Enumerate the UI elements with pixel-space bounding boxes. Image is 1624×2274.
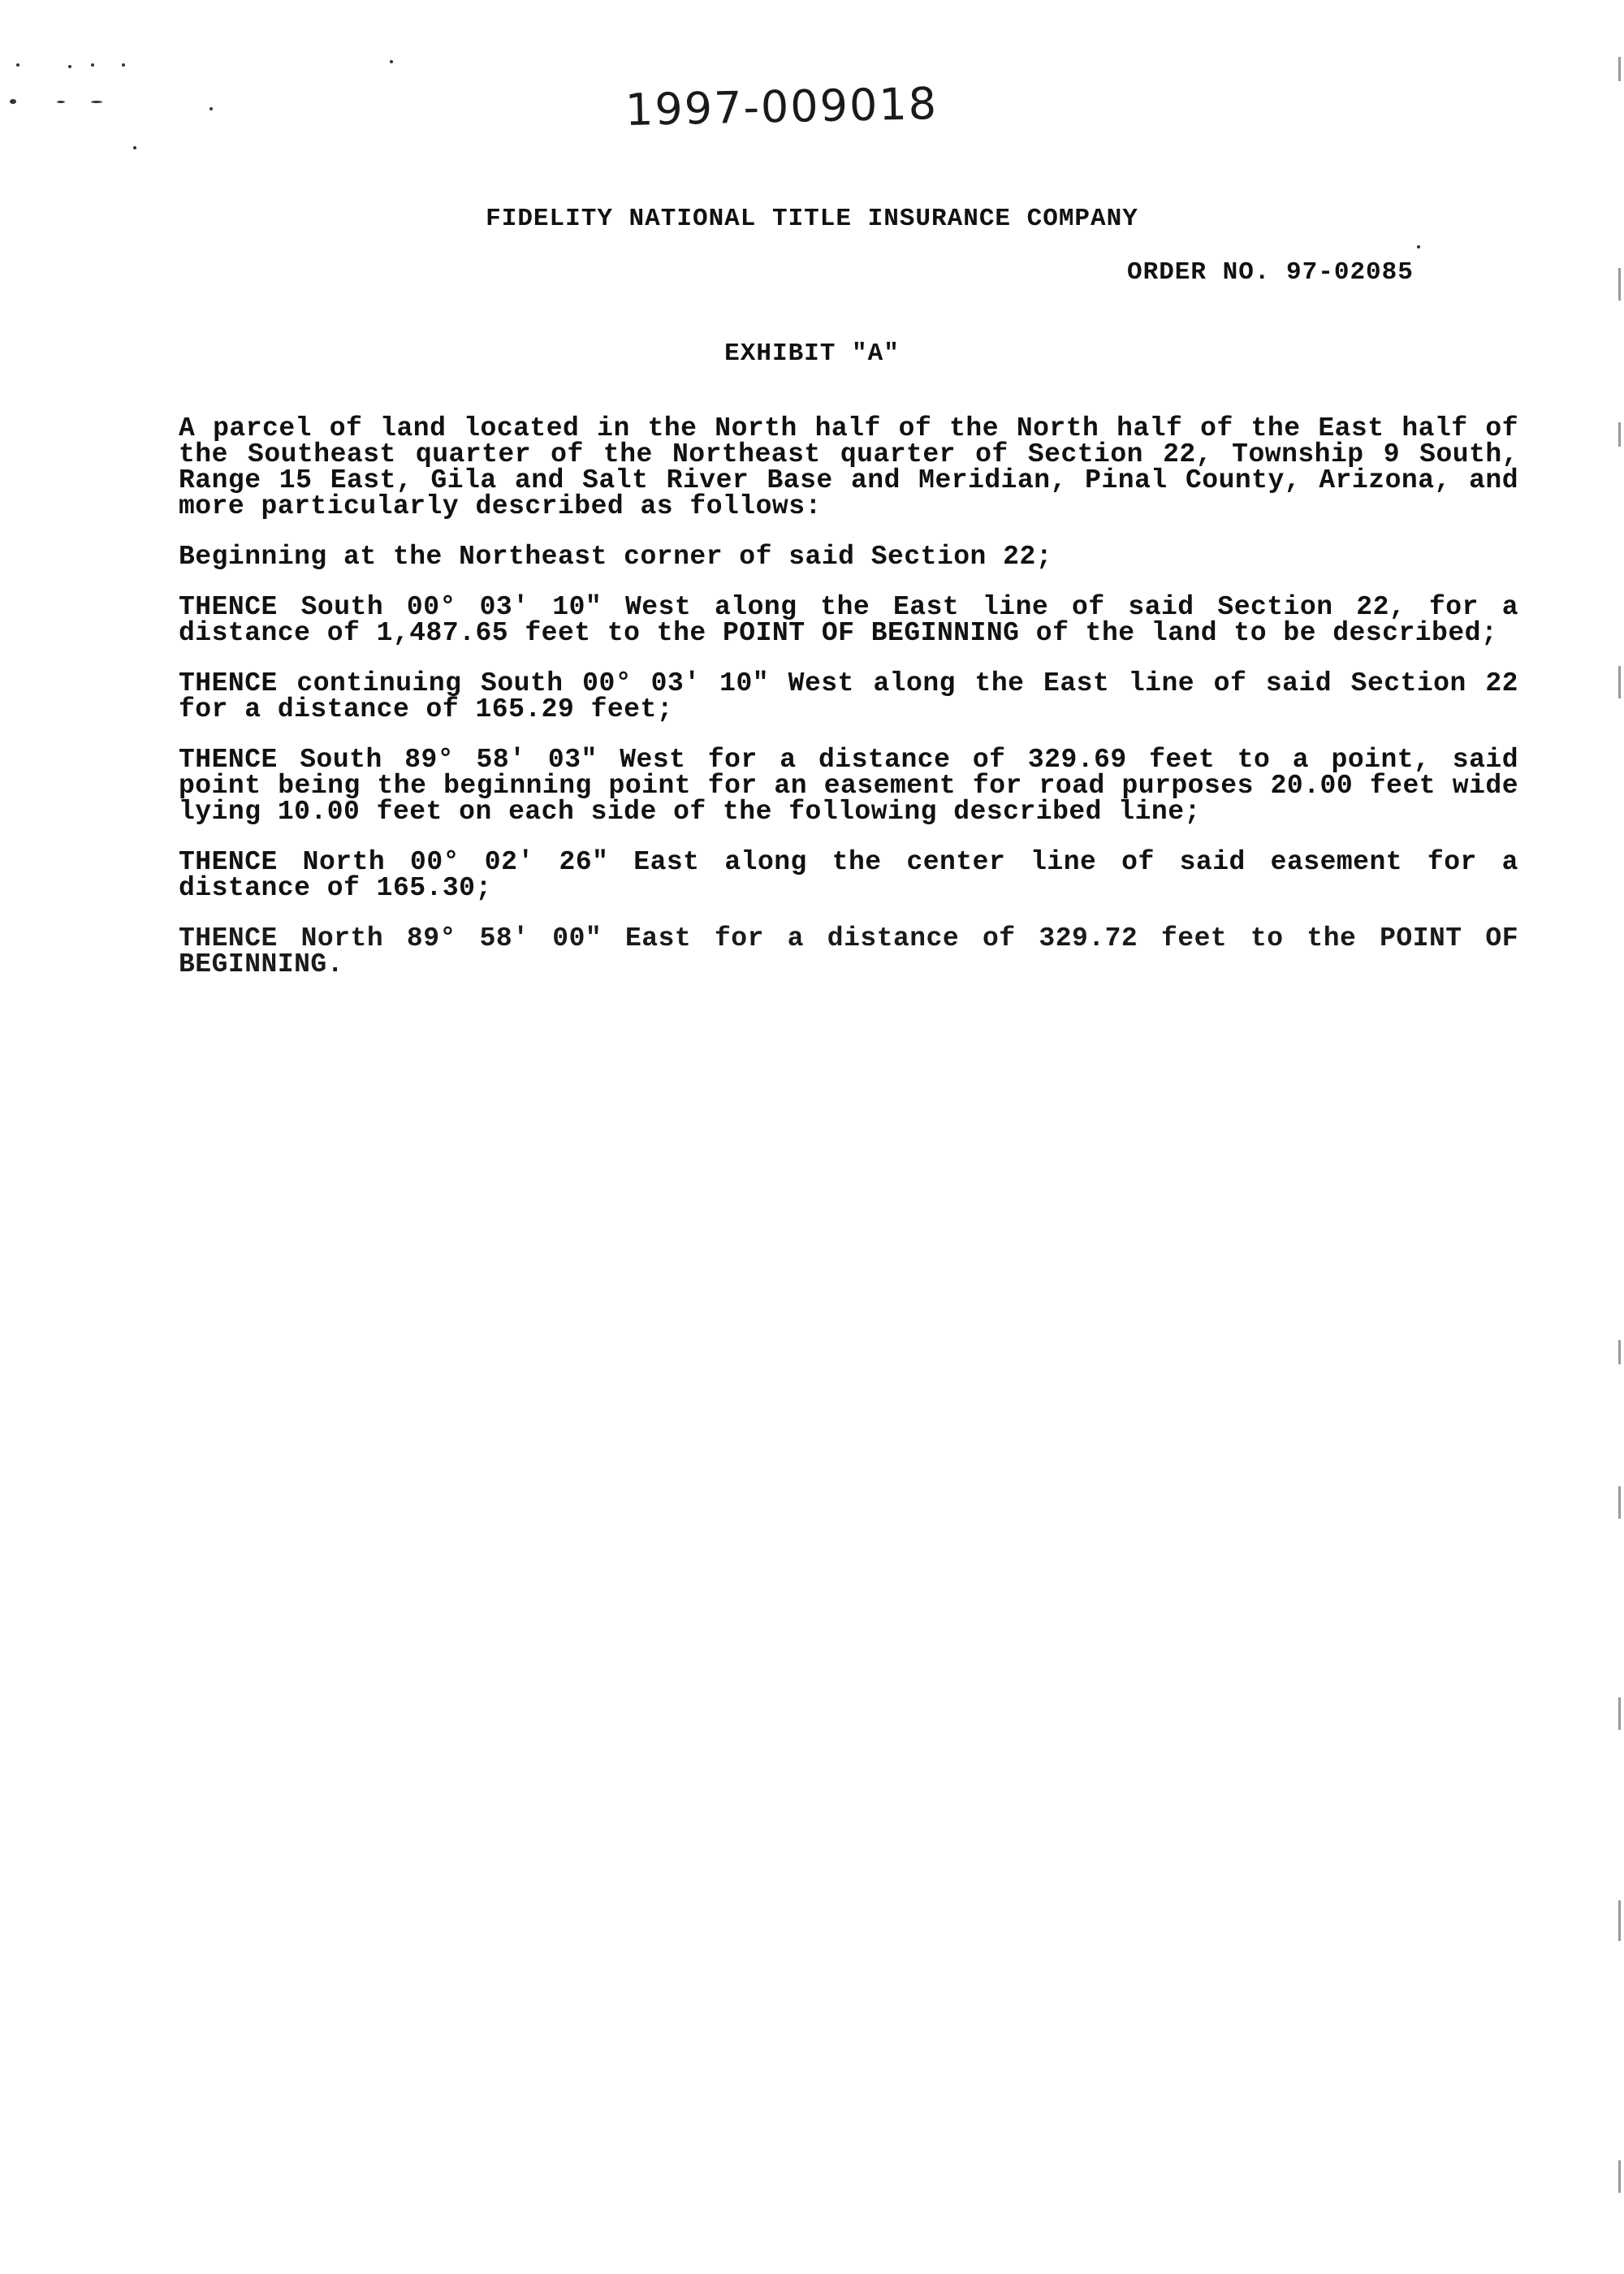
- scan-speck: [91, 101, 102, 103]
- scan-speck: [1417, 245, 1420, 249]
- scan-margin-mark: [1618, 1900, 1621, 1941]
- scan-speck: [10, 99, 16, 104]
- exhibit-title: EXHIBIT "A": [724, 339, 900, 368]
- scan-speck: [68, 65, 71, 68]
- scan-margin-mark: [1618, 1486, 1621, 1519]
- scan-speck: [209, 107, 213, 110]
- paragraph-course-2: THENCE continuing South 00° 03' 10" West along the East line of said Section 22 for a distance of 165.29 feet;: [179, 668, 1518, 724]
- paragraph-parcel-description: A parcel of land located in the North half of the North half of the East half of the Southeast quarter of the Northeast quarter of Section 22, Township 9 South, Range 15 East, Gila and Salt River Base and Meridian, Pinal County, Arizona, and more particularly described as follows:: [179, 413, 1518, 521]
- scan-speck: [57, 101, 65, 103]
- order-number: ORDER NO. 97-02085: [1127, 258, 1414, 287]
- paragraph-course-1: THENCE South 00° 03' 10" West along the East line of said Section 22, for a distance of 1,487.65 feet to the POINT OF BEGINNING of the land to be described;: [179, 592, 1518, 648]
- scan-speck: [390, 60, 393, 63]
- scan-margin-mark: [1618, 268, 1621, 300]
- company-name: FIDELITY NATIONAL TITLE INSURANCE COMPANY: [486, 205, 1138, 233]
- paragraph-course-3: THENCE South 89° 58' 03" West for a distance of 329.69 feet to a point, said point being the beginning point for an easement for road purposes 20.00 feet wide lying 10.00 feet on each side of the following described line;: [179, 745, 1518, 827]
- scan-margin-mark: [1618, 1340, 1621, 1364]
- scan-margin-mark: [1618, 2160, 1621, 2193]
- paragraph-course-4: THENCE North 00° 02' 26" East along the center line of said easement for a distance of 165.30;: [179, 847, 1518, 903]
- recording-number: 1997-009018: [624, 77, 939, 136]
- legal-description: [179, 413, 1518, 1002]
- paragraph-beginning: Beginning at the Northeast corner of said Section 22;: [179, 542, 1053, 572]
- scan-margin-mark: [1618, 422, 1621, 447]
- scan-margin-mark: [1618, 666, 1621, 698]
- scan-speck: [16, 63, 19, 67]
- scan-speck: [133, 146, 136, 149]
- scan-margin-mark: [1618, 1697, 1621, 1730]
- paragraph-course-5: THENCE North 89° 58' 00" East for a distance of 329.72 feet to the POINT OF BEGINNING.: [179, 923, 1518, 979]
- scan-margin-mark: [1618, 57, 1621, 81]
- scan-speck: [91, 63, 94, 67]
- scan-speck: [122, 63, 125, 67]
